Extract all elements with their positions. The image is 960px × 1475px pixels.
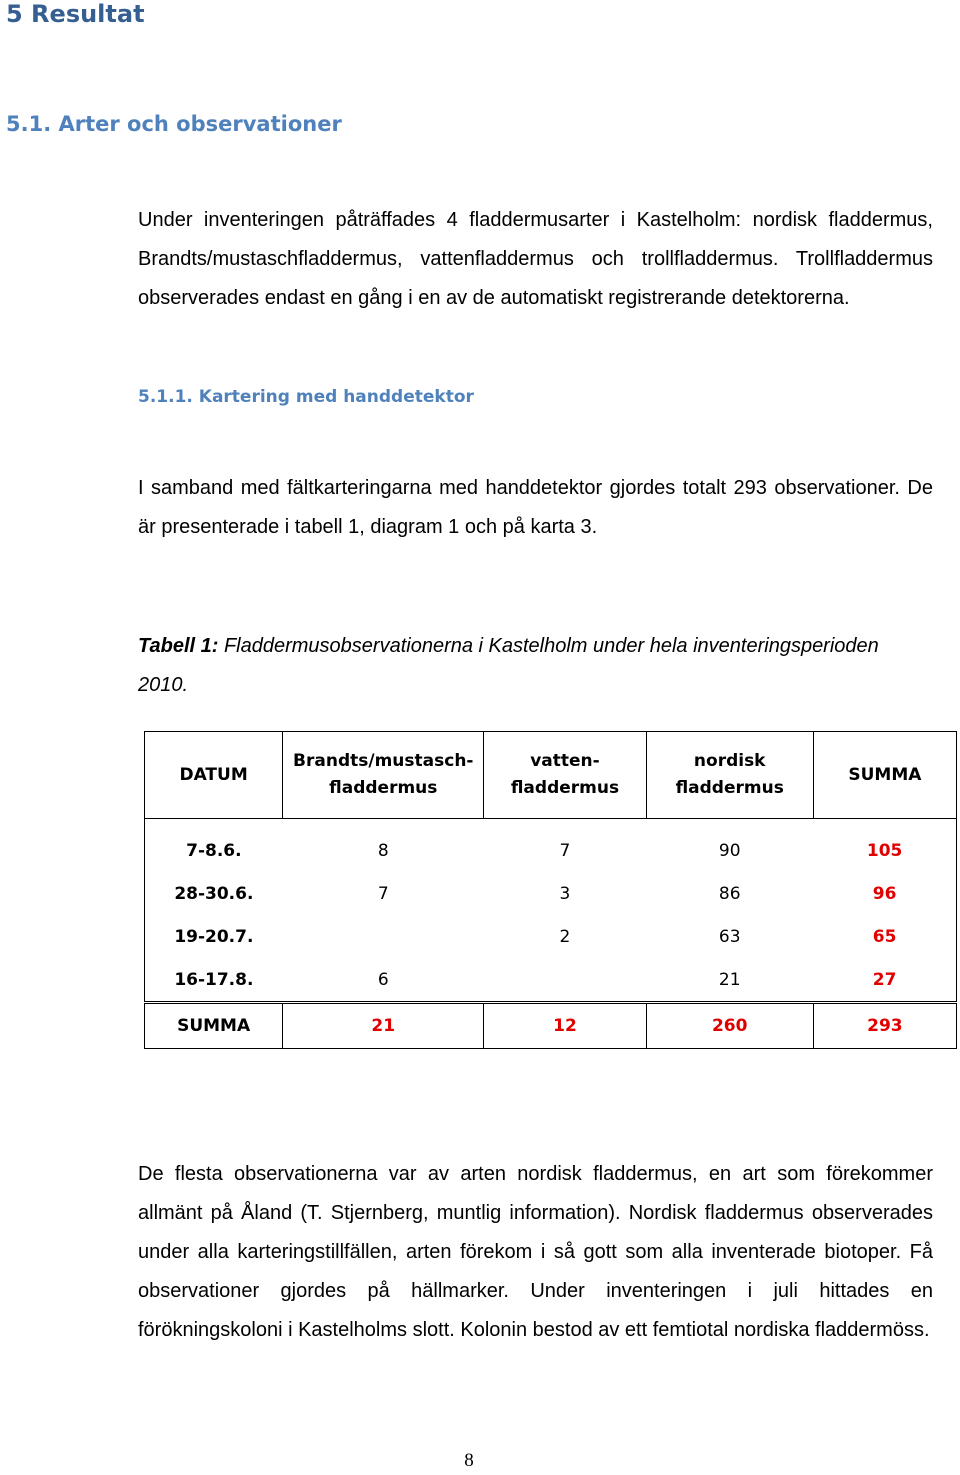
- subsubsection-heading: 5.1.1. Kartering med handdetektor: [138, 387, 474, 407]
- cell-date: 16-17.8.: [145, 958, 283, 1003]
- header-vatten-label: vatten- fladdermus: [510, 751, 620, 798]
- cell-nordisk: 21: [718, 969, 741, 990]
- cell-vatten: 3: [559, 883, 571, 904]
- sum-total: 293: [813, 1003, 956, 1049]
- section-heading: 5 Resultat: [6, 0, 145, 28]
- intro-paragraph: Under inventeringen påträffades 4 fladdermusarter i Kastelholm: nordisk fladdermus, Brandts/mustaschfladdermus, vattenfladdermus och trollfladdermus. Trollfladdermus observerades endast en gång i en av de automatiskt registrerande detektorerna.: [138, 209, 933, 309]
- table-row: [145, 819, 957, 873]
- observation-table: [144, 731, 957, 1049]
- sum-brandts: 21: [283, 1003, 484, 1049]
- sum-nordisk: 260: [646, 1003, 813, 1049]
- cell-date: 19-20.7.: [145, 915, 283, 958]
- cell-nordisk: 90: [718, 840, 741, 861]
- table-row: [145, 915, 957, 958]
- table-sum-row: [145, 1003, 957, 1049]
- observations-paragraph: I samband med fältkarteringarna med handdetektor gjordes totalt 293 observationer. De är presenterade i tabell 1, diagram 1 och på karta 3.: [138, 477, 933, 538]
- cell-date: 7-8.6.: [145, 819, 283, 873]
- table-caption-text: Fladdermusobservationerna i Kastelholm under hela inventeringsperioden 2010.: [138, 635, 879, 696]
- cell-row-sum: 27: [813, 958, 956, 1003]
- header-vatten: [484, 732, 646, 819]
- cell-brandts: 7: [377, 883, 389, 904]
- header-brandts: [283, 732, 484, 819]
- page-number: 8: [464, 1450, 474, 1471]
- cell-row-sum: 65: [813, 915, 956, 958]
- table-caption: [138, 627, 898, 705]
- cell-row-sum: 105: [813, 819, 956, 873]
- cell-date: 28-30.6.: [145, 872, 283, 915]
- table-row: [145, 958, 957, 1003]
- cell-vatten: [484, 958, 646, 1003]
- results-paragraph: De flesta observationerna var av arten nordisk fladdermus, en art som förekommer allmänt på Åland (T. Stjernberg, muntlig information). Nordisk fladdermus observerades under alla karteringstillfällen, arten förekom i så gott som alla inventerade biotoper. Få observationer gjordes på hällmarker. Under inventeringen i juli hittades en förökningskoloni i Kastelholms slott. Kolonin bestod av ett femtiotal nordiska fladdermöss.: [138, 1163, 933, 1341]
- header-nordisk-label: nordisk fladdermus: [675, 751, 784, 798]
- sum-vatten: 12: [484, 1003, 646, 1049]
- table-header-row: [145, 732, 957, 819]
- subsection-heading: 5.1. Arter och observationer: [6, 112, 342, 136]
- cell-vatten: 2: [559, 926, 571, 947]
- cell-nordisk: 63: [718, 926, 741, 947]
- table-row: [145, 872, 957, 915]
- cell-row-sum: 96: [813, 872, 956, 915]
- cell-nordisk: 86: [718, 883, 741, 904]
- sum-label: SUMMA: [145, 1003, 283, 1049]
- cell-brandts: 6: [377, 969, 389, 990]
- header-datum: DATUM: [145, 732, 283, 819]
- cell-vatten: 7: [559, 840, 571, 861]
- cell-brandts: 8: [377, 840, 389, 861]
- cell-brandts: [283, 915, 484, 958]
- header-nordisk: [646, 732, 813, 819]
- header-brandts-label: Brandts/mustasch- fladdermus: [293, 751, 474, 798]
- header-summa: SUMMA: [813, 732, 956, 819]
- table-caption-label: Tabell 1:: [138, 635, 219, 657]
